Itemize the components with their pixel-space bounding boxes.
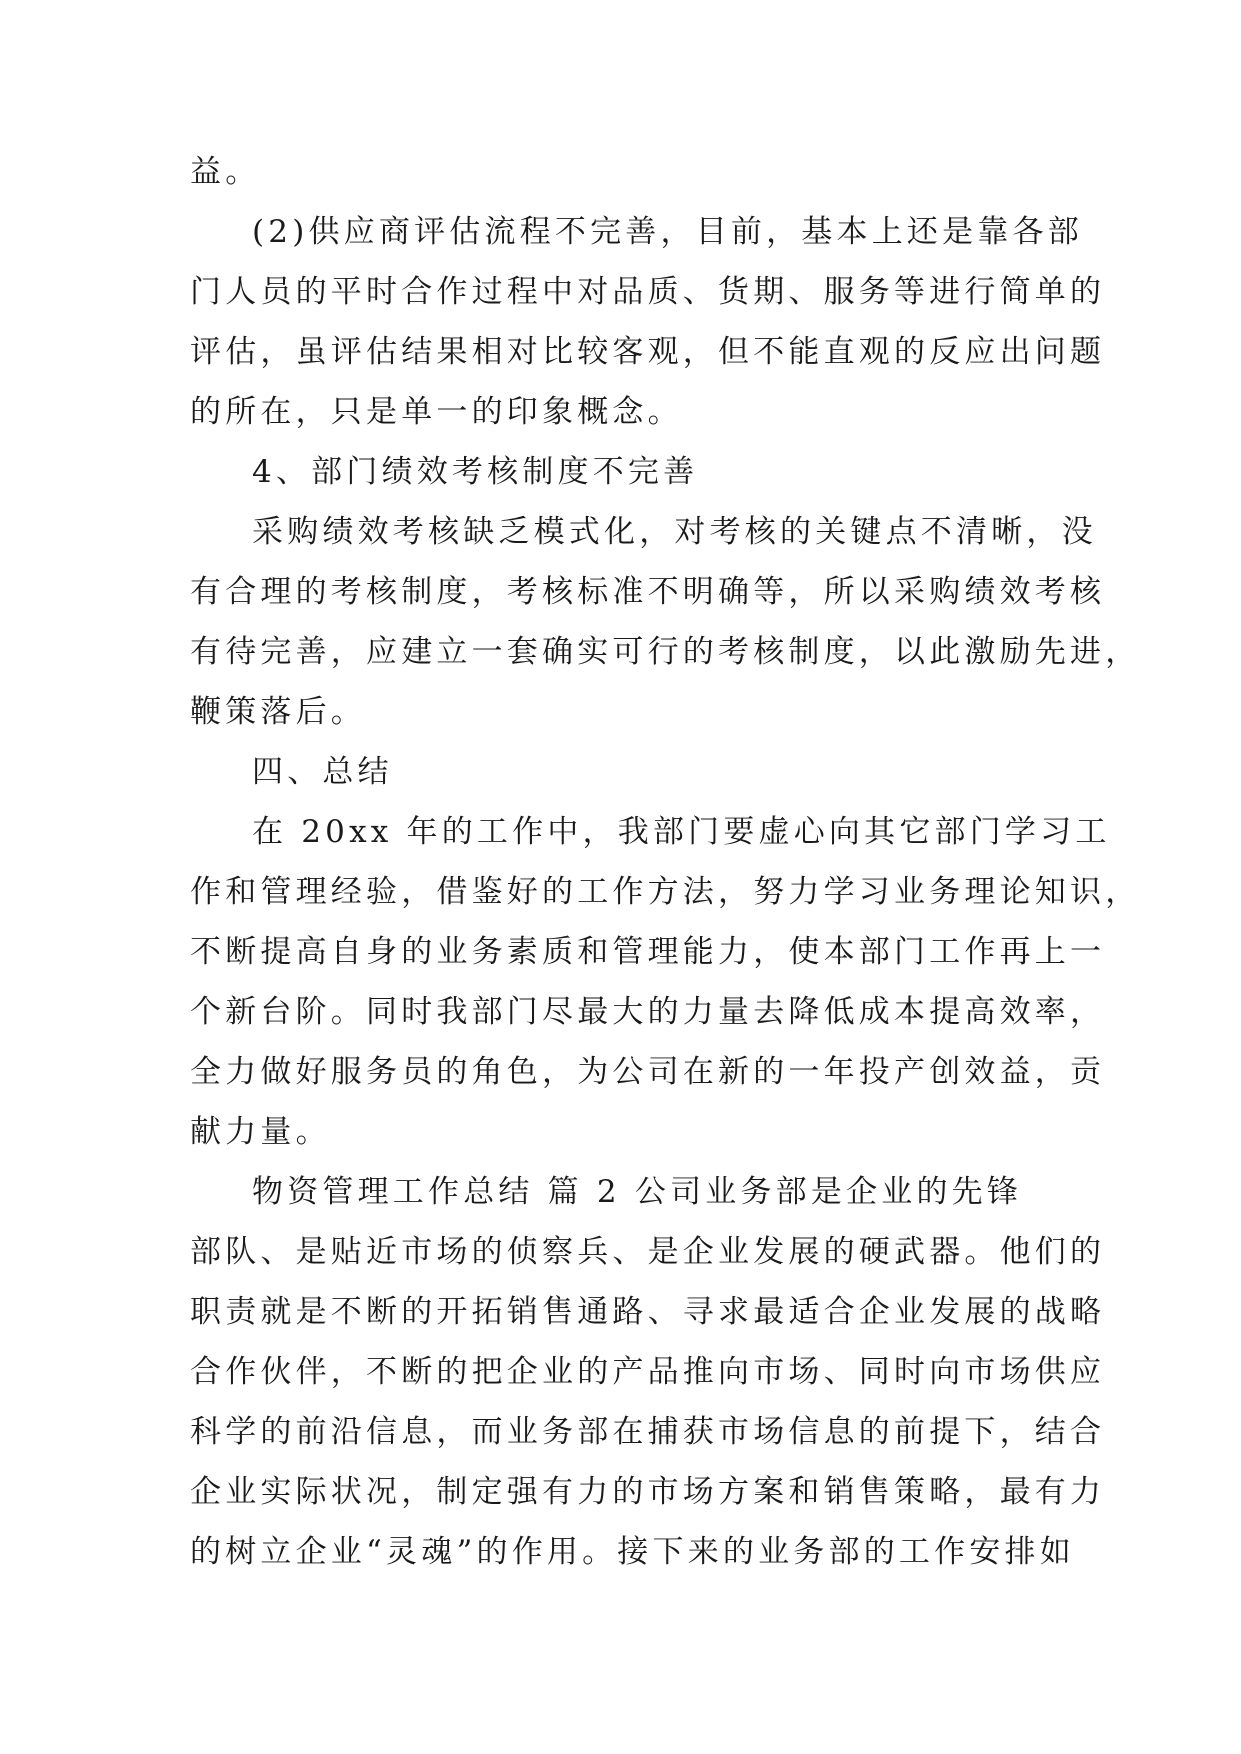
text-line: 有待完善，应建立一套确实可行的考核制度，以此激励先进， <box>190 634 1141 670</box>
text-line: 采购绩效考核缺乏模式化，对考核的关键点不清晰，没 <box>252 514 1097 550</box>
text-line: 合作伙伴，不断的把企业的产品推向市场、同时向市场供应 <box>190 1354 1106 1390</box>
text-line: 的树立企业“灵魂”的作用。接下来的业务部的工作安排如 <box>190 1534 1075 1570</box>
text-line: 个新台阶。同时我部门尽最大的力量去降低成本提高效率， <box>190 994 1106 1030</box>
text-line: 作和管理经验，借鉴好的工作方法，努力学习业务理论知识， <box>190 874 1141 910</box>
text-line: 门人员的平时合作过程中对品质、货期、服务等进行简单的 <box>190 274 1106 310</box>
text-line: 不断提高自身的业务素质和管理能力，使本部门工作再上一 <box>190 934 1106 970</box>
text-line: 物资管理工作总结 篇 2 公司业务部是企业的先锋 <box>252 1174 1023 1210</box>
text-line: 有合理的考核制度，考核标准不明确等，所以采购绩效考核 <box>190 574 1106 610</box>
text-line: 鞭策落后。 <box>190 694 366 730</box>
text-line: 益。 <box>190 154 261 190</box>
text-line: 献力量。 <box>190 1114 331 1150</box>
text-line: 在 20xx 年的工作中，我部门要虚心向其它部门学习工 <box>252 814 1111 850</box>
section-heading: 四、总结 <box>252 754 393 790</box>
text-line: 评估，虽评估结果相对比较客观，但不能直观的反应出问题 <box>190 334 1106 370</box>
text-line: 全力做好服务员的角色，为公司在新的一年投产创效益，贡 <box>190 1054 1106 1090</box>
text-line: 的所在，只是单一的印象概念。 <box>190 394 683 430</box>
text-line: (2)供应商评估流程不完善，目前，基本上还是靠各部 <box>252 214 1083 250</box>
text-line: 部队、是贴近市场的侦察兵、是企业发展的硬武器。他们的 <box>190 1234 1106 1270</box>
text-line: 科学的前沿信息，而业务部在捕获市场信息的前提下，结合 <box>190 1414 1106 1450</box>
section-heading: 4、部门绩效考核制度不完善 <box>252 454 699 490</box>
text-line: 职责就是不断的开拓销售通路、寻求最适合企业发展的战略 <box>190 1294 1106 1330</box>
text-line: 企业实际状况，制定强有力的市场方案和销售策略，最有力 <box>190 1474 1106 1510</box>
